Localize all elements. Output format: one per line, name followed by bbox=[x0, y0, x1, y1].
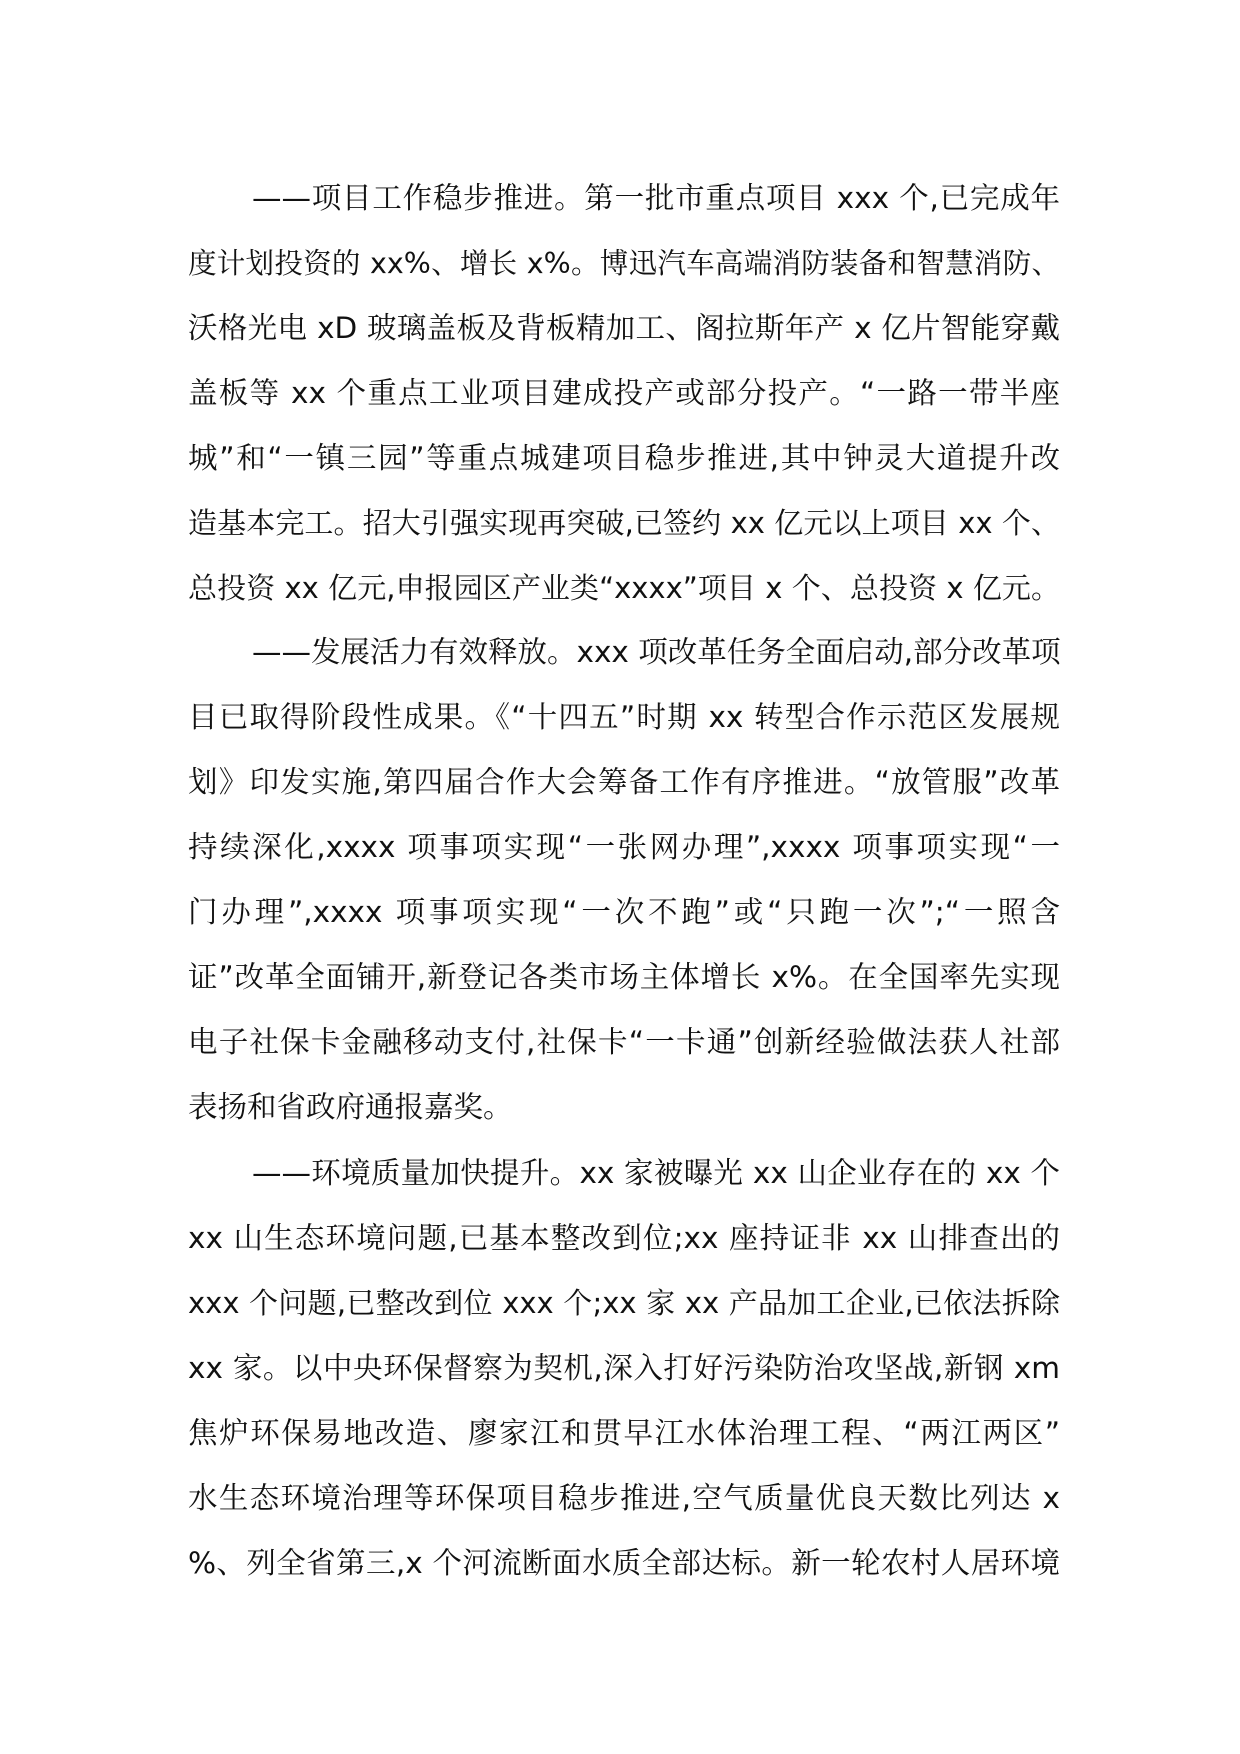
paragraph-line: 持续深化,xxxx 项事项实现“一张网办理”,xxxx 项事项实现“一 bbox=[188, 830, 1060, 864]
paragraph-line: 总投资 xx 亿元,申报园区产业类“xxxx”项目 x 个、总投资 x 亿元。 bbox=[188, 571, 1060, 605]
paragraph-line: 城”和“一镇三园”等重点城建项目稳步推进,其中钟灵大道提升改 bbox=[188, 441, 1060, 475]
paragraph-line: 沃格光电 xD 玻璃盖板及背板精加工、阁拉斯年产 x 亿片智能穿戴 bbox=[188, 311, 1060, 345]
paragraph-line: 证”改革全面铺开,新登记各类市场主体增长 x%。在全国率先实现 bbox=[188, 960, 1060, 994]
paragraph-line: 造基本完工。招大引强实现再突破,已签约 xx 亿元以上项目 xx 个、 bbox=[188, 506, 1060, 540]
paragraph-line: xx 山生态环境问题,已基本整改到位;xx 座持证非 xx 山排查出的 bbox=[188, 1221, 1060, 1255]
paragraph-line: %、列全省第三,x 个河流断面水质全部达标。新一轮农村人居环境 bbox=[188, 1546, 1060, 1580]
paragraph-environment-quality bbox=[188, 1141, 1060, 1596]
paragraph-line: 划》印发实施,第四届合作大会筹备工作有序推进。“放管服”改革 bbox=[188, 765, 1060, 799]
paragraph-line: 水生态环境治理等环保项目稳步推进,空气质量优良天数比列达 x bbox=[188, 1481, 1060, 1515]
paragraph-line: 电子社保卡金融移动支付,社保卡“一卡通”创新经验做法获人社部 bbox=[188, 1025, 1060, 1059]
paragraph-line: 焦炉环保易地改造、廖家江和贯早江水体治理工程、“两江两区” bbox=[188, 1416, 1060, 1450]
paragraph-line: 度计划投资的 xx%、增长 x%。博迅汽车高端消防装备和智慧消防、 bbox=[188, 247, 1060, 280]
paragraph-line: ——项目工作稳步推进。第一批市重点项目 xxx 个,已完成年 bbox=[252, 181, 1060, 215]
paragraph-line: ——发展活力有效释放。xxx 项改革任务全面启动,部分改革项 bbox=[252, 635, 1061, 669]
paragraph-development-vitality bbox=[188, 620, 1060, 1140]
paragraph-line: 目已取得阶段性成果。《“十四五”时期 xx 转型合作示范区发展规 bbox=[188, 700, 1060, 734]
paragraph-line: 门办理”,xxxx 项事项实现“一次不跑”或“只跑一次”;“一照含 bbox=[188, 895, 1060, 929]
paragraph-projects bbox=[188, 166, 1060, 621]
paragraph-line: ——环境质量加快提升。xx 家被曝光 xx 山企业存在的 xx 个 bbox=[252, 1156, 1060, 1190]
paragraph-line: xx 家。以中央环保督察为契机,深入打好污染防治攻坚战,新钢 xm bbox=[188, 1351, 1060, 1385]
paragraph-line: xxx 个问题,已整改到位 xxx 个;xx 家 xx 产品加工企业,已依法拆除 bbox=[188, 1286, 1060, 1320]
paragraph-line: 盖板等 xx 个重点工业项目建成投产或部分投产。“一路一带半座 bbox=[188, 376, 1060, 410]
paragraph-line: 表扬和省政府通报嘉奖。 bbox=[188, 1090, 513, 1124]
